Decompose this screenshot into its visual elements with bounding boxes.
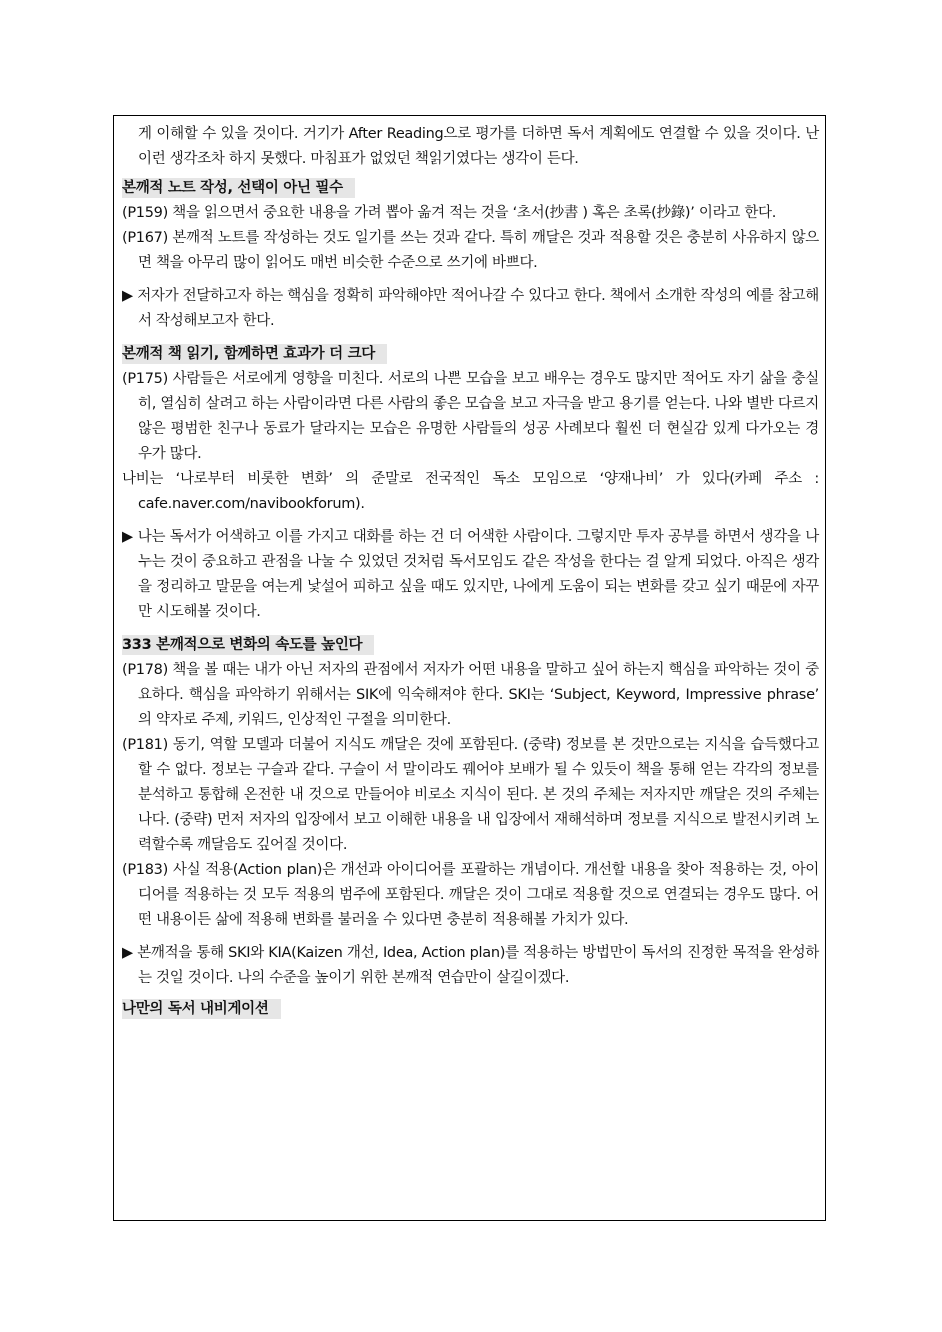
book-quote: (P175) 사람들은 서로에게 영향을 미친다. 서로의 나쁜 모습을 보고 배우는 경우도 많지만 적어도 자기 삶을 충실히, 열심히 살려고 하는 사람이라면 다른 사람의 좋은 모습을 보고 자극을 받고 용기를 얻는다. 나와 별반 다르지 않은 평범한 친구나 동료가 달라지는 모습은 유명한 사람들의 성공 사례보다 훨씬 더 현실감 있게 다가오는 경우가 많다. bbox=[122, 371, 819, 462]
reader-comment: ▶ 나는 독서가 어색하고 이를 가지고 대화를 하는 건 더 어색한 사람이다. 그렇지만 투자 공부를 하면서 생각을 나누는 것이 중요하고 관점을 나눌 수 있었던 것처럼 독서모임도 같은 작성을 한다는 걸 알게 되었다. 아직은 생각을 정리하고 말문을 여는게 낯설어 피하고 싶을 때도 있지만, 나에게 도움이 되는 변화를 갖고 싶기 때문에 자꾸만 시도해볼 것이다. bbox=[122, 529, 819, 620]
section-heading: 333 본깨적으로 변화의 속도를 높인다 bbox=[122, 635, 374, 655]
book-quote: (P178) 책을 볼 때는 내가 아닌 저자의 관점에서 저자가 어떤 내용을 말하고 싶어 하는지 핵심을 파악하는 것이 중요하다. 핵심을 파악하기 위해서는 SIK에 익숙해져야 한다. SKI는 ‘Subject, Keyword, Impressive phrase’ 의 약자로 주제, 키워드, 인상적인 구절을 의미한다. bbox=[122, 662, 819, 728]
book-quote: (P159) 책을 읽으면서 중요한 내용을 가려 뽑아 옮겨 적는 것을 ‘초서(抄書 ) 혹은 초록(抄錄)’ 이라고 한다. bbox=[122, 205, 777, 221]
book-quote: (P183) 사실 적용(Action plan)은 개선과 아이디어를 포괄하는 개념이다. 개선할 내용을 찾아 적용하는 것, 아이디어를 적용하는 것 모두 적용의 범주에 포함된다. 깨달은 것이 그대로 적용할 것으로 연결되는 경우도 많다. 어떤 내용이든 삶에 적용해 변화를 불러올 수 있다면 충분히 적용해볼 가치가 있다. bbox=[122, 862, 819, 928]
reader-comment: ▶ 본깨적을 통해 SKI와 KIA(Kaizen 개선, Idea, Action plan)를 적용하는 방법만이 독서의 진정한 목적을 완성하는 것일 것이다. 나의 수준을 높이기 위한 본깨적 연습만이 살길이겠다. bbox=[122, 945, 819, 986]
intro-paragraph: 게 이해할 수 있을 것이다. 거기가 After Reading으로 평가를 더하면 독서 계획에도 연결할 수 있을 것이다. 난 이런 생각조차 하지 못했다. 마침표가 없었던 책읽기였다는 생각이 든다. bbox=[138, 126, 819, 167]
section-heading: 본깨적 노트 작성, 선택이 아닌 필수 bbox=[122, 178, 355, 198]
section-heading: 본깨적 책 읽기, 함께하면 효과가 더 크다 bbox=[122, 344, 387, 364]
book-quote: (P167) 본깨적 노트를 작성하는 것도 일기를 쓰는 것과 같다. 특히 깨달은 것과 적용할 것은 충분히 사유하지 않으면 책을 아무리 많이 읽어도 매번 비슷한 수준으로 쓰기에 바쁘다. bbox=[122, 230, 819, 271]
book-quote: (P181) 동기, 역할 모델과 더불어 지식도 깨달은 것에 포함된다. (중략) 정보를 본 것만으로는 지식을 습득했다고 할 수 없다. 정보는 구슬과 같다. 구슬이 서 말이라도 꿰어야 보배가 될 수 있듯이 책을 통해 얻는 각각의 정보를 분석하고 통합해 온전한 내 것으로 만들어야 비로소 지식이 된다. 본 것의 주체는 저자지만 깨달은 것의 주체는 나다. (중략) 먼저 저자의 입장에서 보고 이해한 내용을 내 입장에서 재해석하며 정보를 지식으로 발전시키려 노력할수록 깨달음도 깊어질 것이다. bbox=[122, 737, 819, 853]
review-box bbox=[113, 115, 826, 1221]
reader-comment: ▶ 저자가 전달하고자 하는 핵심을 정확히 파악해야만 적어나갈 수 있다고 한다. 책에서 소개한 작성의 예를 참고해서 작성해보고자 한다. bbox=[122, 288, 819, 329]
section-heading: 나만의 독서 내비게이션 bbox=[122, 999, 281, 1019]
book-quote: 나비는 ‘나로부터 비롯한 변화’ 의 준말로 전국적인 독소 모임으로 ‘양재나비’ 가 있다(카페 주소 : cafe.naver.com/navibookforum). bbox=[122, 471, 819, 512]
